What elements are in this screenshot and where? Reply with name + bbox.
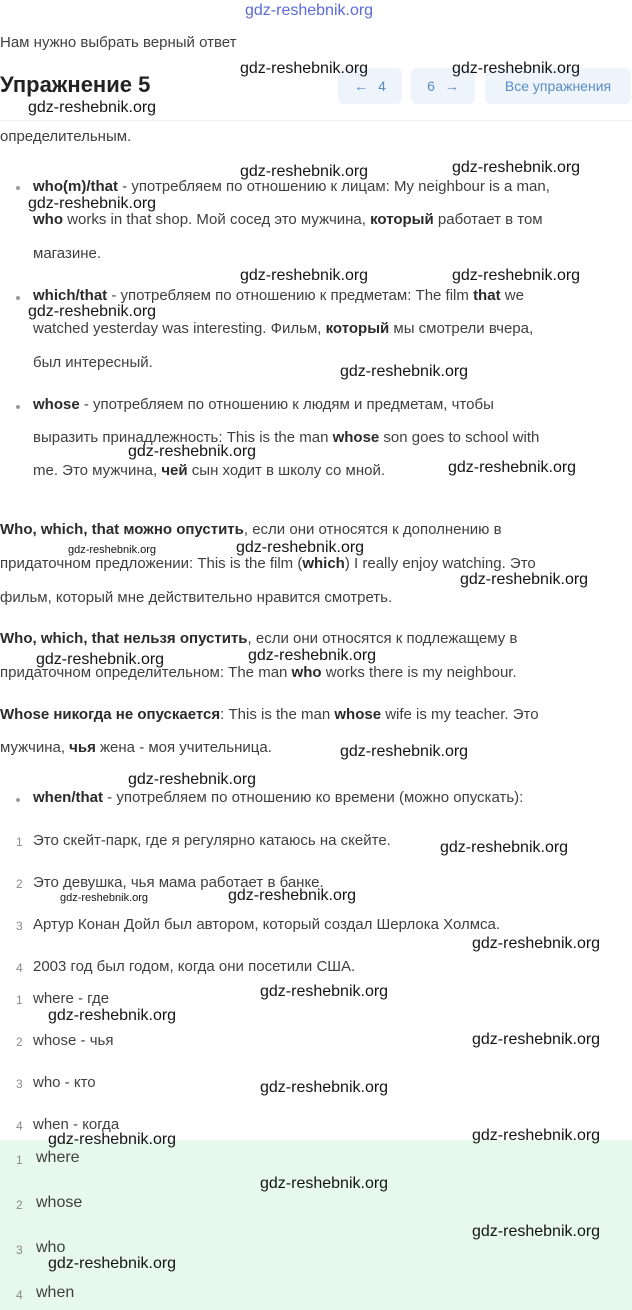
translation-item: where - где: [33, 990, 110, 1007]
watermark: gdz-reshebnik.org: [128, 443, 257, 460]
watermark: gdz-reshebnik.org: [440, 839, 569, 856]
list-number: 2: [16, 877, 23, 891]
sentence-item: 2003 год был годом, когда они посетили США.: [33, 958, 356, 975]
watermark: gdz-reshebnik.org: [48, 1131, 177, 1148]
arrow-left-icon: ←: [354, 78, 369, 94]
rule-1-line-1: who(m)/that - употребляем по отношению к лицам: My neighbour is a man,: [33, 178, 550, 195]
answer-item: whose: [36, 1194, 83, 1211]
rule-1-line-3: магазине.: [33, 245, 102, 262]
prev-exercise-button[interactable]: ← 4: [338, 68, 402, 104]
watermark: gdz-reshebnik.org: [452, 159, 581, 176]
list-number: 4: [16, 1288, 23, 1302]
watermark: gdz-reshebnik.org: [472, 1031, 601, 1048]
list-number: 3: [16, 1077, 23, 1091]
watermark: gdz-reshebnik.org: [240, 163, 369, 180]
bullet-dot: [16, 296, 20, 300]
rule-3-line-2: выразить принадлежность: This is the man whose son goes to school with: [33, 429, 540, 446]
para-3-line-1: Whose никогда не опускается: This is the man whose wife is my teacher. Это: [0, 706, 539, 723]
watermark: gdz-reshebnik.org: [228, 887, 357, 904]
answer-item: who: [36, 1239, 66, 1256]
next-exercise-button[interactable]: 6 →: [411, 68, 475, 104]
watermark: gdz-reshebnik.org: [460, 571, 589, 588]
watermark: gdz-reshebnik.org: [28, 195, 157, 212]
bullet-dot: [16, 798, 20, 802]
para-1-line-1: Who, which, that можно опустить, если они относятся к дополнению в: [0, 521, 502, 538]
watermark: gdz-reshebnik.org: [240, 60, 369, 77]
watermark: gdz-reshebnik.org: [340, 363, 469, 380]
intro-continued: определительным.: [0, 128, 132, 145]
header-divider: [0, 120, 632, 121]
watermark: gdz-reshebnik.org: [472, 1223, 601, 1240]
watermark: gdz-reshebnik.org: [128, 771, 257, 788]
sentence-item: Это девушка, чья мама работает в банке.: [33, 874, 324, 891]
list-number: 1: [16, 1153, 23, 1167]
para-1-line-3: фильм, который мне действительно нравится смотреть.: [0, 589, 393, 606]
rule-2-line-1: which/that - употребляем по отношению к предметам: The film that we: [33, 287, 524, 304]
arrow-right-icon: →: [444, 78, 459, 94]
list-number: 3: [16, 919, 23, 933]
watermark: gdz-reshebnik.org: [240, 267, 369, 284]
watermark: gdz-reshebnik.org: [452, 267, 581, 284]
watermark: gdz-reshebnik.org: [48, 1007, 177, 1024]
rule-2-line-2: watched yesterday was interesting. Фильм, который мы смотрели вчера,: [33, 320, 534, 337]
translation-item: when - когда: [33, 1116, 120, 1133]
translation-item: who - кто: [33, 1074, 96, 1091]
watermark: gdz-reshebnik.org: [260, 1079, 389, 1096]
rule-3-line-1: whose - употребляем по отношению к людям и предметам, чтобы: [33, 396, 494, 413]
para-3-line-2: мужчина, чья жена - моя учительница.: [0, 739, 272, 756]
watermark: gdz-reshebnik.org: [28, 303, 157, 320]
rule-4-line: when/that - употребляем по отношению ко времени (можно опускать):: [33, 789, 524, 806]
watermark: gdz-reshebnik.org: [340, 743, 469, 760]
watermark: gdz-reshebnik.org: [236, 539, 365, 556]
list-number: 1: [16, 993, 23, 1007]
intro-text: Нам нужно выбрать верный ответ: [0, 34, 237, 51]
watermark: gdz-reshebnik.org: [260, 1175, 389, 1192]
bullet-dot: [16, 186, 20, 190]
para-2-line-2: придаточном определительном: The man who works there is my neighbour.: [0, 664, 517, 681]
translation-item: whose - чья: [33, 1032, 114, 1049]
watermark: gdz-reshebnik.org: [68, 544, 157, 556]
list-number: 3: [16, 1243, 23, 1257]
answer-item: when: [36, 1284, 75, 1301]
list-number: 4: [16, 961, 23, 975]
watermark: gdz-reshebnik.org: [472, 935, 601, 952]
sentence-item: Артур Конан Дойл был автором, который создал Шерлока Холмса.: [33, 916, 501, 933]
watermark: gdz-reshebnik.org: [60, 892, 149, 904]
watermark: gdz-reshebnik.org: [248, 647, 377, 664]
sentence-item: Это скейт-парк, где я регулярно катаюсь на скейте.: [33, 832, 391, 849]
watermark: gdz-reshebnik.org: [260, 983, 389, 1000]
watermark: gdz-reshebnik.org: [448, 459, 577, 476]
watermark: gdz-reshebnik.org: [28, 99, 157, 116]
rule-1-line-2: who works in that shop. Мой сосед это мужчина, который работает в том: [33, 211, 543, 228]
para-2-line-1: Who, which, that нельзя опустить, если они относятся к подлежащему в: [0, 630, 518, 647]
rule-2-line-3: был интересный.: [33, 354, 153, 371]
page-title: Упражнение 5: [0, 72, 151, 97]
all-exercises-button[interactable]: Все упражнения: [485, 68, 631, 104]
watermark: gdz-reshebnik.org: [452, 60, 581, 77]
list-number: 4: [16, 1119, 23, 1133]
answer-item: where: [36, 1149, 80, 1166]
rule-3-line-3: me. Это мужчина, чей сын ходит в школу со мной.: [33, 462, 386, 479]
list-number: 2: [16, 1198, 23, 1212]
watermark: gdz-reshebnik.org: [472, 1127, 601, 1144]
watermark: gdz-reshebnik.org: [36, 651, 165, 668]
watermark: gdz-reshebnik.org: [245, 2, 374, 19]
para-1-line-2: придаточном предложении: This is the film (which) I really enjoy watching. Это: [0, 555, 536, 572]
bullet-dot: [16, 405, 20, 409]
watermark: gdz-reshebnik.org: [48, 1255, 177, 1272]
list-number: 1: [16, 835, 23, 849]
list-number: 2: [16, 1035, 23, 1049]
